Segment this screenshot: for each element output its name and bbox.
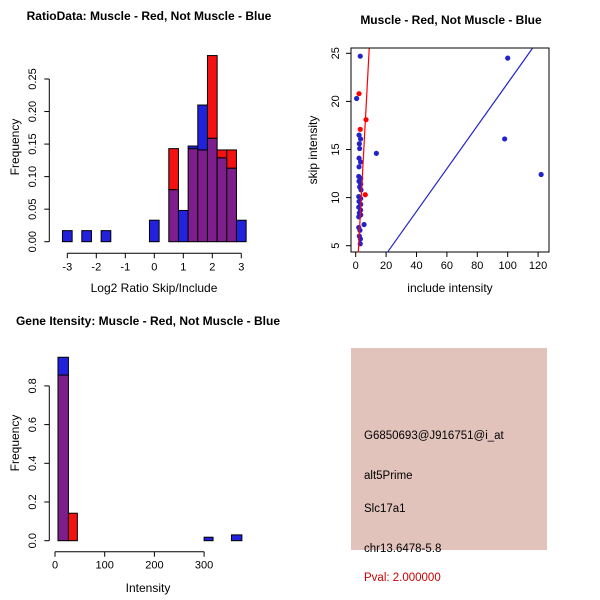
x-tick-label: 2 (209, 261, 216, 274)
panel-gene-histogram (0, 300, 300, 600)
histogram-bar-segment (58, 357, 68, 375)
histogram-bar-segment (101, 231, 111, 242)
pval-text: Pval: 2.000000 (364, 572, 441, 584)
histogram-bar-segment (217, 150, 227, 158)
y-tick-label: 0.10 (27, 165, 39, 188)
scatter-point-muscle (363, 192, 368, 197)
scatter-point-not-muscle (505, 56, 510, 61)
locus-text: chr13.6478-5.8 (364, 543, 442, 555)
histogram-bar-segment (188, 146, 198, 149)
y-tick-label: 0.8 (27, 378, 39, 394)
histogram-bar-overlap (169, 190, 179, 242)
splice-type-text: alt5Prime (364, 470, 413, 482)
not-muscle-fit-line (387, 48, 532, 252)
scatter-point-not-muscle (357, 146, 362, 151)
y-tick-label: 15 (330, 143, 342, 156)
gene-name-text: Slc17a1 (364, 503, 406, 515)
y-tick-label: 0.00 (27, 230, 39, 253)
probe-id-text: G6850693@J916751@i_at (364, 430, 504, 442)
y-tick-label: 0.0 (27, 533, 39, 549)
x-tick-label: 120 (528, 260, 548, 272)
x-tick-label: 0 (51, 559, 59, 572)
x-tick-label: 60 (440, 260, 454, 272)
scatter-point-not-muscle (374, 151, 379, 156)
scatter-point-not-muscle (539, 172, 544, 177)
x-tick-label: 80 (471, 260, 484, 272)
histogram-bar-segment (62, 231, 72, 242)
scatter-point-not-muscle (358, 136, 363, 141)
y-tick-label: 0.05 (27, 198, 39, 220)
plot-box (351, 48, 549, 252)
x-tick-label: 1 (180, 261, 187, 274)
histogram-bar-overlap (227, 168, 237, 242)
scatter-point-not-muscle (354, 96, 359, 101)
histogram-bar-segment (149, 220, 159, 241)
histogram-bar-overlap (58, 375, 68, 541)
x-tick-label: 0 (151, 261, 158, 274)
x-tick-label: 40 (410, 260, 423, 272)
y-tick-label: 5 (330, 242, 342, 249)
histogram-bar-segment (198, 105, 208, 150)
histogram-bar-segment (82, 231, 92, 242)
x-tick-label: -3 (62, 261, 73, 274)
histogram-bar-segment (207, 56, 217, 139)
y-tick-label: 25 (330, 47, 342, 60)
histogram-bar-segment (204, 537, 213, 540)
scatter-point-not-muscle (357, 141, 362, 146)
gene-histogram-xlabel: Intensity (125, 581, 171, 595)
scatter-ylabel: skip intensity (306, 115, 320, 185)
scatter-point-not-muscle (502, 136, 507, 141)
gene-histogram-title: Gene Itensity: Muscle - Red, Not Muscle - Blue (15, 314, 281, 328)
intensity-scatter-plot (300, 0, 600, 300)
scatter-point-not-muscle (358, 159, 363, 164)
panel-gene-info (300, 300, 600, 600)
x-tick-label: 200 (145, 559, 164, 572)
scatter-point-not-muscle (361, 222, 366, 227)
histogram-bar-segment (231, 535, 241, 541)
ratio-histogram-plot (0, 0, 300, 300)
histogram-bar-overlap (207, 138, 217, 241)
y-tick-label: 0.4 (27, 455, 39, 471)
scatter-point-not-muscle (356, 164, 361, 169)
panel-intensity-scatter (300, 0, 600, 300)
x-tick-label: -2 (91, 261, 102, 274)
y-tick-label: 0.25 (27, 68, 39, 90)
scatter-title: Muscle - Red, Not Muscle - Blue (360, 13, 542, 27)
x-tick-label: 20 (379, 260, 393, 272)
histogram-bar-segment (68, 513, 77, 540)
histogram-bar-overlap (198, 150, 208, 242)
y-tick-label: 0.6 (27, 416, 39, 433)
histogram-bar-segment (236, 220, 246, 241)
histogram-bar-segment (169, 149, 179, 190)
y-tick-label: 0.15 (27, 133, 39, 155)
y-tick-label: 20 (330, 95, 342, 108)
scatter-point-not-muscle (358, 54, 363, 59)
x-tick-label: 3 (238, 261, 245, 274)
ratio-histogram-xlabel: Log2 Ratio Skip/Include (90, 281, 218, 295)
ratio-histogram-ylabel: Frequency (8, 118, 22, 176)
ratio-histogram-title: RatioData: Muscle - Red, Not Muscle - Blue (26, 9, 272, 23)
y-tick-label: 0.20 (27, 100, 39, 123)
histogram-bar-overlap (217, 158, 227, 242)
y-tick-label: 0.2 (27, 494, 39, 510)
histogram-bar-overlap (188, 149, 198, 242)
histogram-bar-segment (178, 210, 188, 241)
x-tick-label: 100 (498, 260, 517, 272)
x-tick-label: -1 (120, 261, 131, 274)
x-tick-label: 0 (352, 260, 359, 272)
panel-ratio-histogram (0, 0, 300, 300)
y-tick-label: 10 (330, 191, 342, 204)
gene-histogram-plot (0, 300, 300, 600)
scatter-xlabel: include intensity (407, 281, 493, 295)
gene-info-box (351, 348, 547, 584)
scatter-point-muscle (356, 91, 361, 96)
scatter-point-muscle (358, 127, 363, 132)
gene-histogram-ylabel: Frequency (8, 414, 22, 472)
x-tick-label: 100 (95, 559, 114, 572)
x-tick-label: 300 (194, 559, 214, 572)
histogram-bar-segment (227, 150, 237, 168)
